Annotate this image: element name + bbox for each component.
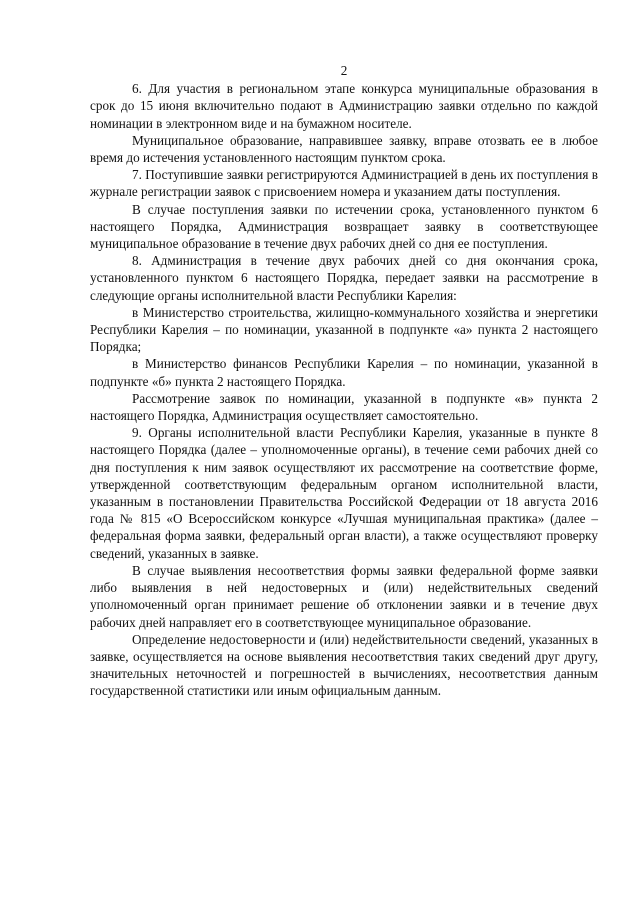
paragraph-7-late-submission: В случае поступления заявки по истечении срока, установленного пунктом 6 настоящего Порядка, Администрация возвращает заявку в соответствующее муниципальное образование в течение двух рабочих дней со дня ее поступления.	[90, 201, 598, 252]
paragraph-9-rejection: В случае выявления несоответствия формы заявки федеральной форме заявки либо выявления в ней недостоверных и (или) недействительных сведений уполномоченный орган принимает решение об отклонении заявки и в течение двух рабочих дней направляет его в соответствующее муниципальное образование.	[90, 562, 598, 630]
paragraph-8-ministry-finance: в Министерство финансов Республики Карелия – по номинации, указанной в подпункте «б» пункта 2 настоящего Порядка.	[90, 356, 598, 389]
paragraph-7: 7. Поступившие заявки регистрируются Администрацией в день их поступления в журнале регистрации заявок с присвоением номера и указанием даты поступления.	[90, 167, 598, 200]
paragraph-8: 8. Администрация в течение двух рабочих дней со дня окончания срока, установленного пунктом 6 настоящего Порядка, передает заявки на рассмотрение в следующие органы исполнительной власти Республики Карелия:	[90, 253, 598, 303]
document-page	[90, 62, 598, 700]
paragraph-9-invalidity: Определение недостоверности и (или) недействительности сведений, указанных в заявке, осуществляется на основе выявления несоответствия таких сведений друг другу, значительных неточностей и погрешностей в вычислениях, несоответствия данным государственной статистики или иным официальным данным.	[90, 631, 598, 699]
paragraph-8-administration: Рассмотрение заявок по номинации, указанной в подпункте «в» пункта 2 настоящего Порядка, Администрация осуществляет самостоятельно.	[90, 390, 598, 424]
page-number: 2	[340, 63, 348, 78]
paragraph-8-ministry-construction: в Министерство строительства, жилищно-коммунального хозяйства и энергетики Республики Карелия – по номинации, указанной в подпункте «а» пункта 2 настоящего Порядка;	[90, 304, 598, 355]
paragraph-9: 9. Органы исполнительной власти Республики Карелия, указанные в пункте 8 настоящего Порядка (далее – уполномоченные органы), в течение семи рабочих дней со дня поступления к ним заявок осуществляют их рассмотрение на соответствие форме, утвержденной соответствующим федеральным органом исполнительной власти, указанным в постановлении Правительства Российской Федерации от 18 августа 2016 года № 815 «О Всероссийском конкурсе «Лучшая муниципальная практика» (далее – федеральная форма заявки, федеральный орган власти), а также осуществляют проверку сведений, указанных в заявке.	[90, 425, 598, 561]
paragraph-6: 6. Для участия в региональном этапе конкурса муниципальные образования в срок до 15 июня включительно подают в Администрацию заявки отдельно по каждой номинации в электронном виде и на бумажном носителе.	[90, 81, 598, 131]
paragraph-6-withdrawal: Муниципальное образование, направившее заявку, вправе отозвать ее в любое время до истечения установленного настоящим пунктом срока.	[90, 132, 598, 166]
